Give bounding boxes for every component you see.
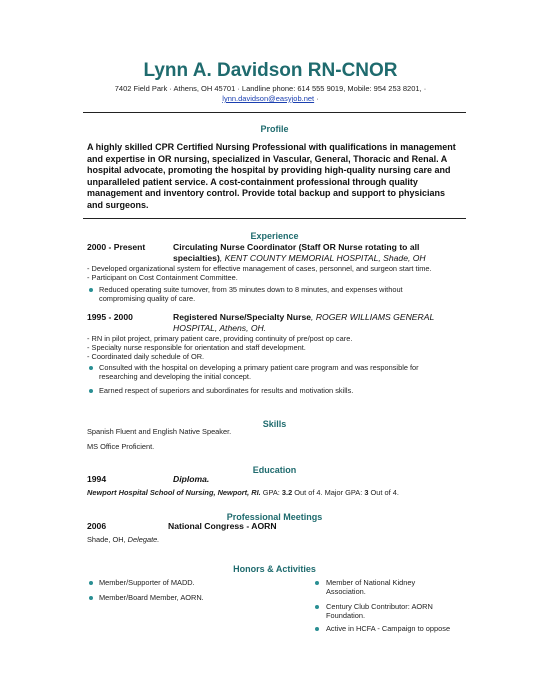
contact-block: [0, 84, 541, 104]
meeting-place: Shade, OH,: [87, 535, 128, 544]
education-school: Newport Hospital School of Nursing, Newport, RI.: [87, 488, 261, 497]
profile-divider: [83, 218, 466, 219]
email-link[interactable]: lynn.davidson@easyjob.net: [222, 94, 315, 103]
education-title: Education: [252, 465, 297, 475]
meeting-role: Delegate.: [127, 535, 160, 544]
gpa-value: 3.2: [281, 488, 293, 497]
major-gpa-of: Out of 4.: [368, 488, 399, 497]
job-dates: 1995 - 2000: [87, 312, 133, 322]
job-employer: , ROGER WILLIAMS GENERAL HOSPITAL, Athens, OH.: [173, 312, 435, 333]
job-line: - Participant on Cost Containment Committee.: [87, 273, 238, 283]
bullet-icon: [89, 581, 93, 585]
contact-line: 7402 Field Park · Athens, OH 45701 · Landline phone: 614 555 9019, Mobile: 954 253 8201, ·: [114, 84, 427, 93]
job-title: [173, 312, 463, 334]
bullet-icon: [89, 288, 93, 292]
gpa-of: Out of 4. Major GPA:: [292, 488, 365, 497]
job-employer: , KENT COUNTY MEMORIAL HOSPITAL, Shade, OH: [219, 253, 426, 263]
skill-item: MS Office Proficient.: [87, 442, 155, 451]
education-year: 1994: [87, 474, 107, 484]
meeting-event: National Congress - AORN: [168, 521, 277, 531]
bullet-icon: [315, 627, 319, 631]
meetings-title: Professional Meetings: [226, 512, 323, 522]
email-line: [0, 94, 541, 104]
job-line: - Coordinated daily schedule of OR.: [87, 352, 205, 362]
bullet-icon: [89, 366, 93, 370]
gpa-label: GPA:: [260, 488, 282, 497]
email-suffix: ·: [314, 94, 319, 103]
job-bullet: Consulted with the hospital on developing a primary patient care program and was responsible for researching and developing the initial concept.: [99, 363, 419, 382]
profile-text: A highly skilled CPR Certified Nursing Professional with qualifications in management and expertise in OR nursing, specialized in Vascular, General, Thoracic and Renal. A hospital advocate, promoting the hospital by providing high-quality nursing care and unparalleled patient service. A cost-containment professional through quality management and inventory control. Provide total backup and support to physicians and surgeons.: [87, 142, 456, 210]
bullet-icon: [89, 596, 93, 600]
profile-title: Profile: [260, 124, 289, 134]
bullet-icon: [315, 605, 319, 609]
major-gpa-value: 3: [364, 488, 369, 497]
bullet-icon: [89, 389, 93, 393]
education-details: [87, 488, 467, 497]
honor-item: Century Club Contributor: AORN Foundation.: [326, 602, 433, 621]
meeting-place-line: [87, 535, 159, 544]
skill-item: Spanish Fluent and English Native Speaker.: [87, 427, 232, 436]
header-divider: [83, 112, 466, 113]
job-role: Circulating Nurse Coordinator (Staff OR Nurse rotating to all specialties): [173, 242, 420, 263]
job-title: [173, 242, 463, 264]
job-role: Registered Nurse/Specialty Nurse: [173, 312, 312, 322]
honors-title: Honors & Activities: [233, 564, 316, 574]
job-line: - Developed organizational system for effective management of cases, personnel, and surgeon start time.: [87, 264, 432, 273]
honor-item: Active in HCFA - Campaign to oppose: [326, 624, 451, 633]
honor-item: Member/Board Member, AORN.: [99, 593, 204, 602]
job-dates: 2000 - Present: [87, 242, 146, 252]
honor-item: Member/Supporter of MADD.: [99, 578, 195, 587]
bullet-icon: [315, 581, 319, 585]
resume-name: Lynn A. Davidson RN-CNOR: [143, 60, 398, 81]
job-line: - RN in pilot project, primary patient care, providing continuity of pre/post op care.: [87, 334, 353, 343]
job-description: [87, 334, 467, 362]
job-bullet: Reduced operating suite turnover, from 35 minutes down to 8 minutes, and expenses without compromising quality of care.: [99, 285, 403, 304]
job-bullet: Earned respect of superiors and subordinates for results and motivation skills.: [99, 386, 354, 395]
honor-item: Member of National Kidney Association.: [326, 578, 416, 597]
experience-title: Experience: [250, 231, 299, 241]
meeting-year: 2006: [87, 521, 107, 531]
job-line: - Specialty nurse responsible for orientation and staff development.: [87, 343, 306, 353]
education-degree: Diploma.: [173, 474, 210, 484]
skills-title: Skills: [262, 419, 287, 429]
job-description: [87, 264, 467, 282]
